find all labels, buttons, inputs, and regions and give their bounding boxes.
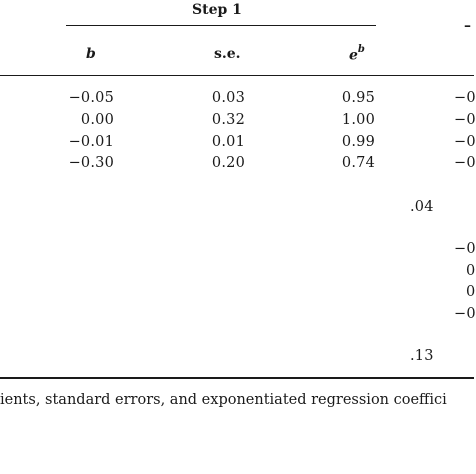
spanner-rule [66,25,376,26]
step1-header: Step 1 [192,2,242,18]
step2-row4: −0 [454,306,476,322]
row2-eb: 1.00 [341,112,375,128]
step2-row1: −0 [454,241,476,257]
row3-eb: 0.99 [341,134,375,150]
row4-se: 0.20 [211,155,245,171]
row1-se: 0.03 [211,90,245,106]
row3-se: 0.01 [211,134,245,150]
row4-b: −0.30 [68,155,114,171]
row1-next: −0 [454,90,476,106]
table-caption: ients, standard errors, and exponentiated regression coeffici [0,392,447,408]
col-header-b: b [86,46,96,62]
bottom-rule [0,377,474,379]
row2-next: −0 [454,112,476,128]
row1-eb: 0.95 [341,90,375,106]
row3-next: −0 [454,134,476,150]
header-rule [0,75,474,76]
step2-row3: 0 [466,284,476,300]
r2-step2: .13 [410,348,434,364]
col-header-eb-base: e [349,47,358,64]
r2-step1: .04 [410,199,434,215]
row2-b: 0.00 [80,112,114,128]
row1-b: −0.05 [68,90,114,106]
row3-b: −0.01 [68,134,114,150]
row4-eb: 0.74 [341,155,375,171]
row4-next: −0 [454,155,476,171]
col-header-se: s.e. [214,46,241,62]
col-header-eb [349,46,365,64]
col-header-eb-sup: b [357,44,365,55]
step2-header-fragment: – [464,18,471,34]
step2-row2: 0 [466,263,476,279]
row2-se: 0.32 [211,112,245,128]
